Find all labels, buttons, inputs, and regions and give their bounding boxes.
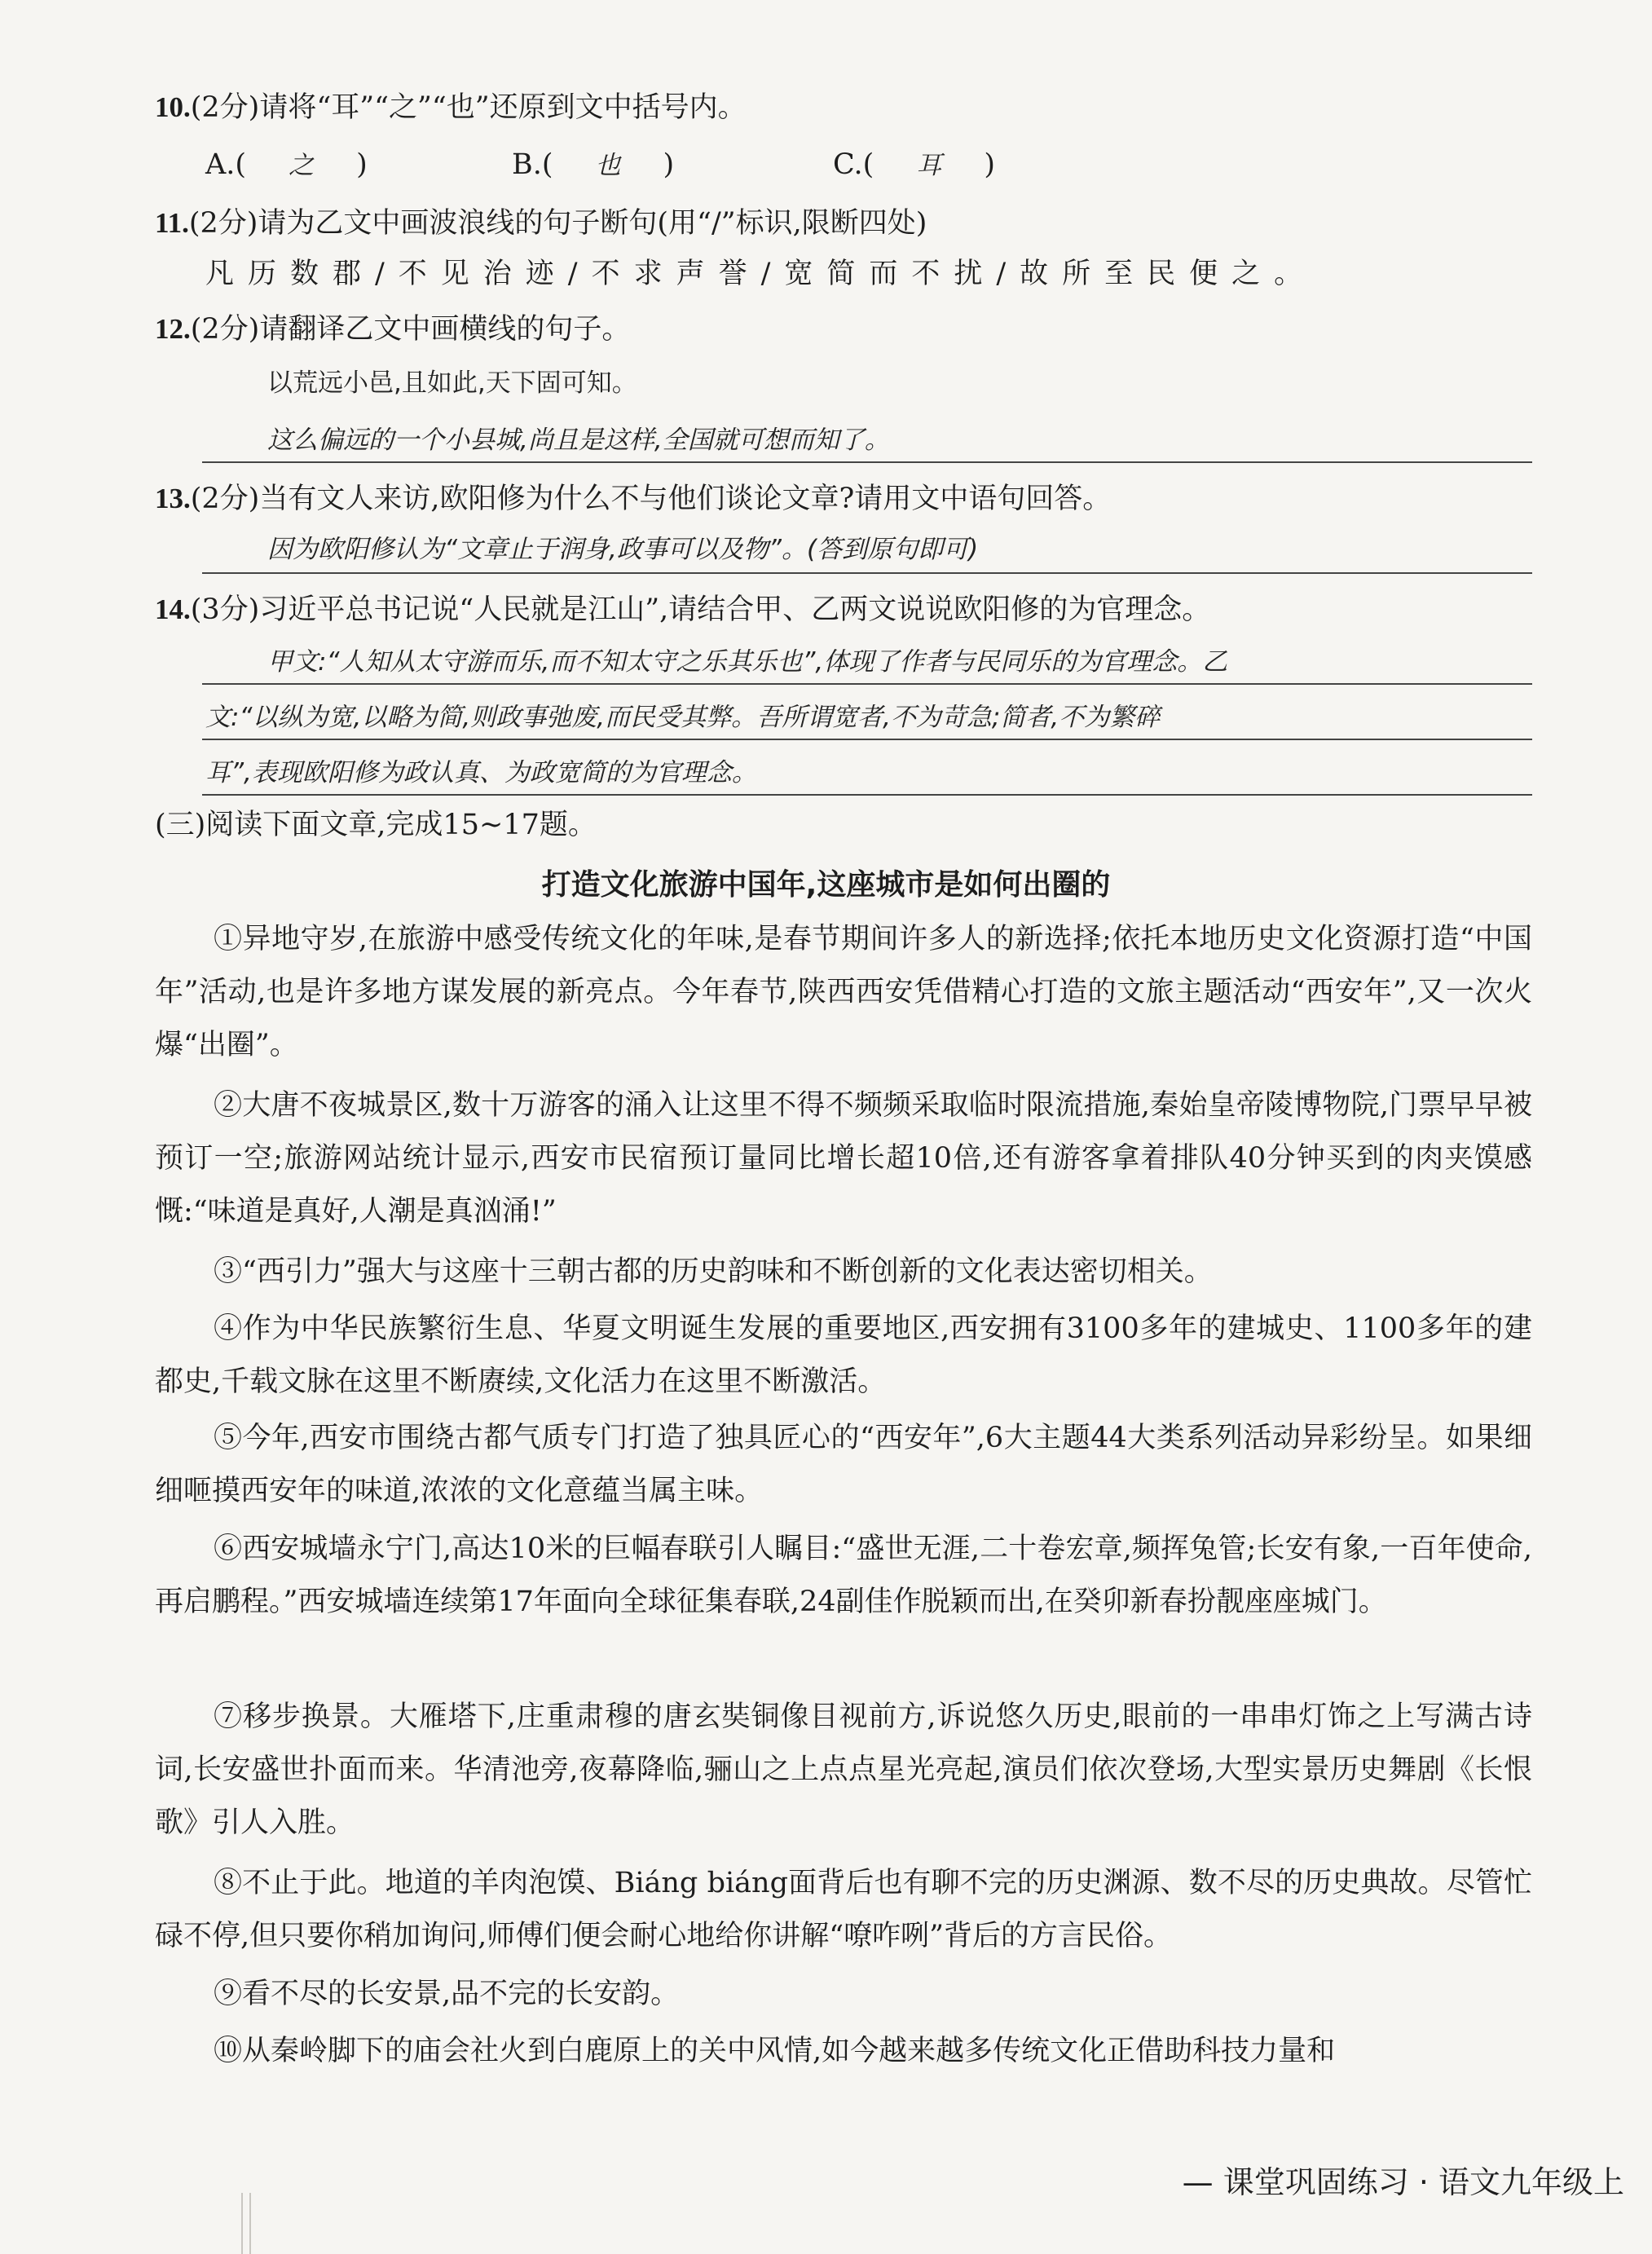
answer-b: 也 — [595, 151, 621, 180]
paragraph-7: ⑦移步换景。大雁塔下,庄重肃穆的唐玄奘铜像目视前方,诉说悠久历史,眼前的一串串灯饰之上写满古诗词,长安盛世扑面而来。华清池旁,夜幕降临,骊山之上点点星光亮起,演员们依次登场,大型实景历史舞剧《长恨歌》引人入胜。 — [155, 1700, 1532, 1839]
question-14 — [155, 590, 1210, 629]
scan-edge-mark — [241, 2193, 243, 2254]
question-text: (2分)请翻译乙文中画横线的句子。 — [190, 313, 631, 346]
question-text: (2分)请将“耳”“之”“也”还原到文中括号内。 — [190, 91, 747, 124]
answer-12: 这么偏远的一个小县城,尚且是这样,全国就可想而知了。 — [267, 426, 890, 455]
option-a: A.( 之 ) — [205, 148, 368, 181]
paragraph-8: ⑧不止于此。地道的羊肉泡馍、Biáng biáng面背后也有聊不完的历史渊源、数不尽的历史典故。尽管忙碌不停,但只要你稍加询问,师傅们便会耐心地给你讲解“嘹咋咧”背后的方言民俗。 — [155, 1867, 1532, 1952]
answer-c: 耳 — [916, 151, 942, 180]
section-heading: (三)阅读下面文章,完成15~17题。 — [155, 809, 597, 841]
option-b: B.( 也 ) — [512, 148, 675, 181]
paragraph-9: ⑨看不尽的长安景,品不完的长安韵。 — [214, 1978, 680, 2010]
paragraph-3: ③“西引力”强大与这座十三朝古都的历史韵味和不断创新的文化表达密切相关。 — [214, 1255, 1213, 1288]
answer-11: 凡历数郡/不见治迹/不求声誉/宽简而不扰/故所至民便之。 — [205, 258, 1317, 290]
question-11 — [155, 204, 927, 243]
answer-14-line-3: 耳”,表现欧阳修为政认真、为政宽简的为官理念。 — [205, 758, 757, 787]
quoted-sentence: 以荒远小邑,且如此,天下固可知。 — [267, 368, 637, 398]
question-number: 14. — [155, 593, 191, 625]
option-c: C.( 耳 ) — [833, 148, 995, 181]
question-number: 11. — [155, 207, 189, 239]
question-number: 13. — [155, 483, 191, 514]
question-10 — [155, 88, 747, 127]
paragraph-1: ①异地守岁,在旅游中感受传统文化的年味,是春节期间许多人的新选择;依托本地历史文化资源打造“中国年”活动,也是许多地方谋发展的新亮点。今年春节,陕西西安凭借精心打造的文旅主题活动“西安年”,又一次火爆“出圈”。 — [155, 923, 1532, 1061]
scan-edge-mark — [249, 2193, 251, 2254]
answer-a: 之 — [289, 151, 315, 180]
paragraph-4: ④作为中华民族繁衍生息、华夏文明诞生发展的重要地区,西安拥有3100多年的建城史、1100多年的建都史,千载文脉在这里不断赓续,文化活力在这里不断激活。 — [155, 1312, 1532, 1398]
answer-line — [202, 794, 1532, 796]
answer-line — [202, 683, 1532, 685]
answer-line — [202, 739, 1532, 740]
question-text: (2分)当有文人来访,欧阳修为什么不与他们谈论文章?请用文中语句回答。 — [190, 483, 1112, 515]
article-title: 打造文化旅游中国年,这座城市是如何出圈的 — [541, 868, 1111, 902]
question-12 — [155, 310, 630, 349]
answer-14-line-1: 甲文:“人知从太守游而乐,而不知太守之乐其乐也”,体现了作者与民同乐的为官理念。乙 — [267, 647, 1228, 677]
question-number: 12. — [155, 313, 191, 345]
answer-line — [202, 572, 1532, 574]
answer-14-line-2: 文:“以纵为宽,以略为简,则政事弛废,而民受其弊。吾所谓宽者,不为苛急;简者,不为繁碎 — [205, 703, 1161, 732]
question-number: 10. — [155, 91, 191, 123]
question-text: (3分)习近平总书记说“人民就是江山”,请结合甲、乙两文说说欧阳修的为官理念。 — [190, 593, 1211, 626]
paragraph-10: ⑩从秦岭脚下的庙会社火到白鹿原上的关中风情,如今越来越多传统文化正借助科技力量和 — [214, 2035, 1336, 2067]
page-footer: — 课堂巩固练习 · 语文九年级上 — [1182, 2164, 1624, 2200]
answer-line — [202, 461, 1532, 463]
question-text: (2分)请为乙文中画波浪线的句子断句(用“/”标识,限断四处) — [188, 207, 927, 240]
paragraph-2: ②大唐不夜城景区,数十万游客的涌入让这里不得不频频采取临时限流措施,秦始皇帝陵博物院,门票早早被预订一空;旅游网站统计显示,西安市民宿预订量同比增长超10倍,还有游客拿着排队40分钟买到的肉夹馍感慨:“味道是真好,人潮是真汹涌!” — [155, 1089, 1532, 1228]
question-13 — [155, 479, 1111, 518]
answer-13: 因为欧阳修认为“文章止于润身,政事可以及物”。(答到原句即可) — [267, 535, 979, 564]
paragraph-6: ⑥西安城墙永宁门,高达10米的巨幅春联引人瞩目:“盛世无涯,二十卷宏章,频挥兔管;长安有象,一百年使命,再启鹏程。”西安城墙连续第17年面向全球征集春联,24副佳作脱颖而出,在癸卯新春扮靓座座城门。 — [155, 1533, 1532, 1618]
paragraph-5: ⑤今年,西安市围绕古都气质专门打造了独具匠心的“西安年”,6大主题44大类系列活动异彩纷呈。如果细细咂摸西安年的味道,浓浓的文化意蕴当属主味。 — [155, 1422, 1532, 1507]
